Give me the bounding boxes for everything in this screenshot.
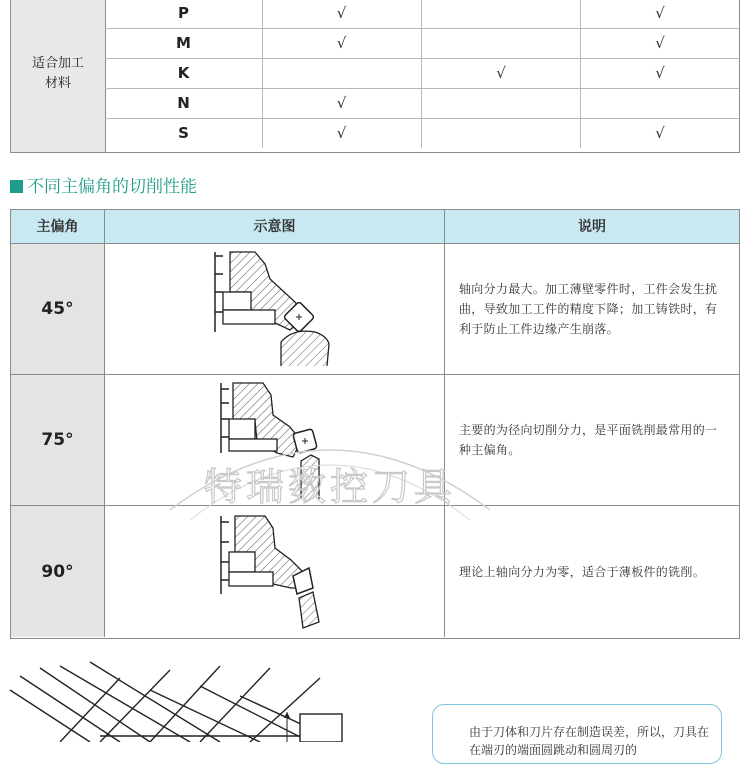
header-diagram: 示意图 xyxy=(105,210,445,244)
material-row-p xyxy=(105,0,739,29)
cutter-runout-diagram xyxy=(0,656,430,742)
check-mark xyxy=(581,89,739,118)
check-mark xyxy=(422,89,581,118)
check-mark xyxy=(422,119,581,148)
check-mark: √ xyxy=(262,89,422,118)
material-table xyxy=(10,0,740,153)
check-mark: √ xyxy=(262,119,422,148)
material-label-cell xyxy=(11,0,106,152)
check-mark: √ xyxy=(655,124,665,142)
square-bullet-icon xyxy=(10,180,23,193)
cutter-90-diagram xyxy=(105,506,445,637)
angle-row-90 xyxy=(11,506,739,637)
angle-value: 75° xyxy=(11,375,105,505)
angle-table xyxy=(10,209,740,639)
material-row-m xyxy=(105,29,739,59)
check-mark xyxy=(262,59,422,88)
section-title-text: 不同主偏角的切削性能 xyxy=(27,177,197,197)
material-code: M xyxy=(105,29,263,58)
cutter-75-diagram xyxy=(105,375,445,506)
angle-row-75 xyxy=(11,375,739,506)
diagram-cell xyxy=(105,244,445,374)
angle-description: 主要的为径向切削分力，是平面铣削最常用的一种主偏角。 xyxy=(459,423,718,457)
cutter-45-diagram xyxy=(105,244,445,375)
angle-description: 轴向分力最大。加工薄壁零件时，工件会发生扰曲，导致加工工件的精度下降；加工铸铁时，有利于防止工件边缘产生崩落。 xyxy=(459,282,718,336)
material-code: K xyxy=(105,59,263,88)
material-row-n xyxy=(105,89,739,119)
check-mark xyxy=(422,29,581,58)
note-box xyxy=(432,704,722,764)
diagram-cell xyxy=(105,506,445,637)
check-mark xyxy=(422,0,581,28)
check-mark: √ xyxy=(262,0,422,28)
check-mark: √ xyxy=(422,59,581,88)
material-row-s xyxy=(105,119,739,149)
material-code: S xyxy=(105,119,263,148)
angle-value: 90° xyxy=(11,506,105,637)
material-code: N xyxy=(105,89,263,118)
angle-description: 理论上轴向分力为零，适合于薄板件的铣削。 xyxy=(459,564,706,579)
material-label-line-1: 适合加工 xyxy=(31,56,84,71)
angle-value: 45° xyxy=(11,244,105,374)
note-text: 由于刀体和刀片存在制造误差，所以，刀具在在端刃的端面圆跳动和圆周刃的 xyxy=(469,725,710,757)
material-row-k xyxy=(105,59,739,89)
check-mark: √ xyxy=(655,64,665,82)
check-mark: √ xyxy=(262,29,422,58)
header-angle: 主偏角 xyxy=(11,210,105,244)
material-code: P xyxy=(105,0,263,28)
header-description: 说明 xyxy=(445,210,739,244)
material-label xyxy=(11,54,105,94)
watermark-text: 特瑞数控刀具 xyxy=(203,465,457,509)
diagram-cell xyxy=(105,375,445,505)
check-mark: √ xyxy=(655,34,665,52)
check-mark: √ xyxy=(655,4,665,22)
angle-row-45 xyxy=(11,244,739,375)
section-title xyxy=(10,176,197,198)
material-label-line-2: 材料 xyxy=(44,76,71,91)
